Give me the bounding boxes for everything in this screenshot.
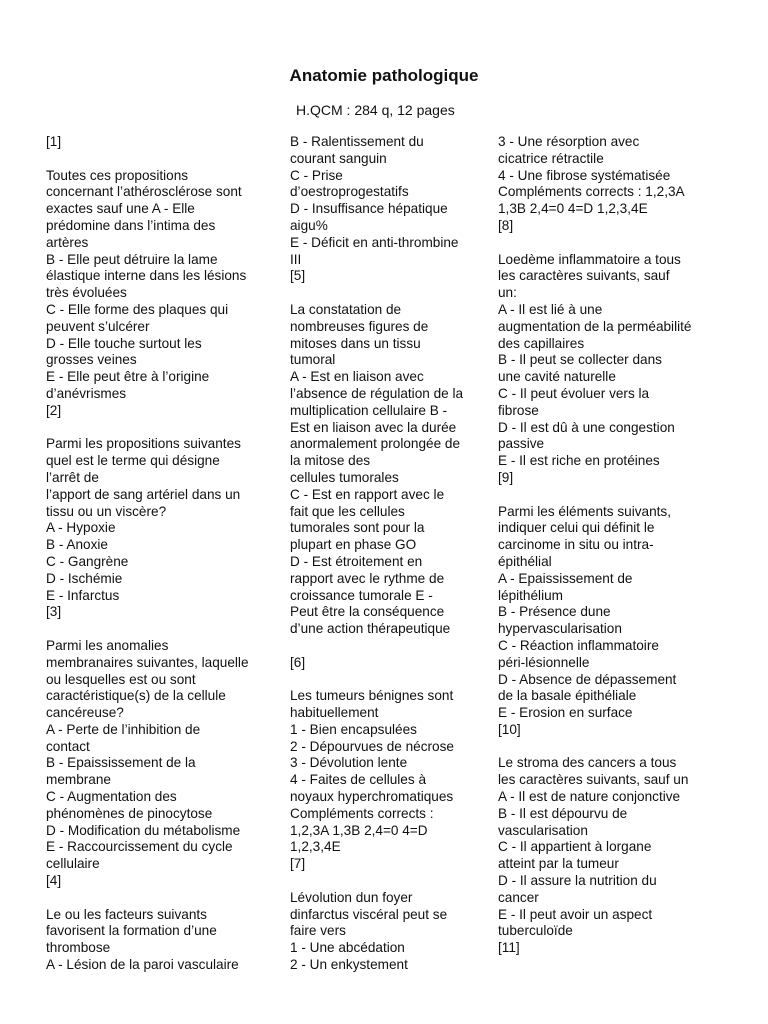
- text-line: dinfarctus viscéral peut se: [290, 906, 448, 922]
- text-line: Parmi les propositions suivantes: [46, 436, 241, 452]
- text-line: [5]: [290, 268, 306, 284]
- text-line: A - Il est lié à une: [498, 301, 603, 317]
- text-line: l’apport de sang artériel dans un: [46, 486, 241, 502]
- blank-line: [290, 638, 490, 655]
- text-line: nombreuses figures de: [290, 318, 429, 334]
- text-line: D - Modification du métabolisme: [46, 822, 241, 838]
- text-line: quel est le terme qui désigne: [46, 453, 220, 469]
- text-line: multiplication cellulaire B -: [290, 402, 448, 418]
- text-line: [11]: [498, 940, 520, 956]
- blank-line: [290, 285, 490, 302]
- text-line: tumorales sont pour la: [290, 520, 425, 536]
- blank-line: [46, 420, 274, 437]
- text-line: tumoral: [290, 352, 336, 368]
- text-line: contact: [46, 738, 90, 754]
- text-line: D - Il assure la nutrition du: [498, 873, 657, 889]
- document-title: Anatomie pathologique: [289, 66, 479, 85]
- text-line: cellulaire: [46, 856, 100, 872]
- text-line: Le ou les facteurs suivants: [46, 906, 207, 922]
- text-line: A - Perte de l’inhibition de: [46, 721, 201, 737]
- text-line: Est en liaison avec la durée: [290, 419, 457, 435]
- text-line: 2 - Un enkystement: [290, 957, 408, 973]
- text-line: 3 - Dévolution lente: [290, 755, 408, 771]
- text-line: A - Epaississement de: [498, 570, 633, 586]
- text-line: 3 - Une résorption avec: [498, 134, 640, 149]
- text-column-1: [46, 134, 274, 974]
- text-line: C - Elle forme des plaques qui: [46, 301, 229, 317]
- text-line: La constatation de: [290, 301, 402, 317]
- text-line: [2]: [46, 402, 62, 418]
- text-line: Le stroma des cancers a tous: [498, 755, 677, 771]
- text-line: 2 - Dépourvues de nécrose: [290, 738, 454, 754]
- blank-line: [290, 873, 490, 890]
- text-line: E - Infarctus: [46, 587, 120, 603]
- text-line: C - Il peut évoluer vers la: [498, 385, 650, 401]
- text-line: thrombose: [46, 940, 111, 956]
- text-line: C - Il appartient à lorgane: [498, 839, 652, 855]
- text-line: B - Anoxie: [46, 537, 108, 553]
- text-line: [6]: [290, 654, 306, 670]
- text-line: cancer: [498, 889, 539, 905]
- text-line: 1,2,3,4E: [290, 839, 341, 855]
- text-line: D - Absence de dépassement: [498, 671, 677, 687]
- text-line: Lévolution dun foyer: [290, 889, 413, 905]
- text-line: favorisent la formation d’une: [46, 923, 217, 939]
- text-line: Loedème inflammatoire a tous: [498, 251, 681, 267]
- text-line: caractéristique(s) de la cellule: [46, 688, 226, 704]
- text-line: Parmi les éléments suivants,: [498, 503, 672, 519]
- text-line: carcinome in situ ou intra-: [498, 537, 654, 553]
- text-line: habituellement: [290, 705, 379, 721]
- text-line: [3]: [46, 604, 62, 620]
- text-line: cellules tumorales: [290, 469, 399, 485]
- text-line: lépithélium: [498, 587, 563, 603]
- blank-line: [290, 672, 490, 689]
- text-line: la mitose des: [290, 453, 371, 469]
- text-line: des capillaires: [498, 335, 585, 351]
- text-line: d’anévrismes: [46, 385, 127, 401]
- text-line: péri-lésionnelle: [498, 654, 590, 670]
- text-line: grosses veines: [46, 352, 137, 368]
- text-line: exactes sauf une A - Elle: [46, 201, 195, 217]
- text-line: phénomènes de pinocytose: [46, 805, 213, 821]
- blank-line: [46, 890, 274, 907]
- text-line: vascularisation: [498, 822, 588, 838]
- text-line: E - Il est riche en protéines: [498, 453, 660, 469]
- text-line: [1]: [46, 134, 62, 149]
- text-line: 1 - Une abcédation: [290, 940, 405, 956]
- text-line: D - Insuffisance hépatique: [290, 201, 448, 217]
- text-line: l’arrêt de: [46, 469, 99, 485]
- text-line: membrane: [46, 772, 111, 788]
- text-line: hypervascularisation: [498, 621, 622, 637]
- text-line: E - Elle peut être à l’origine: [46, 369, 210, 385]
- text-line: un:: [498, 285, 517, 301]
- text-line: membranaires suivantes, laquelle: [46, 654, 249, 670]
- text-line: B - Ralentissement du: [290, 134, 424, 149]
- text-line: C - Gangrène: [46, 553, 129, 569]
- text-line: Parmi les anomalies: [46, 637, 169, 653]
- blank-line: [498, 487, 724, 504]
- text-line: [4]: [46, 873, 62, 889]
- text-line: B - Elle peut détruire la lame: [46, 251, 218, 267]
- text-line: atteint par la tumeur: [498, 856, 619, 872]
- blank-line: [46, 621, 274, 638]
- text-line: augmentation de la perméabilité: [498, 318, 692, 334]
- text-line: Compléments corrects :: [290, 805, 434, 821]
- text-line: mitoses dans un tissu: [290, 335, 421, 351]
- text-line: tuberculoïde: [498, 923, 573, 939]
- text-line: D - Ischémie: [46, 570, 123, 586]
- text-line: E - Il peut avoir un aspect: [498, 906, 653, 922]
- text-line: 1 - Bien encapsulées: [290, 721, 417, 737]
- text-line: indiquer celui qui définit le: [498, 520, 655, 536]
- text-line: aigu%: [290, 217, 328, 233]
- text-line: de la basale épithéliale: [498, 688, 637, 704]
- text-line: peuvent s’ulcérer: [46, 318, 150, 334]
- text-line: B - Il est dépourvu de: [498, 805, 628, 821]
- text-line: fibrose: [498, 402, 539, 418]
- text-line: d’oestroprogestatifs: [290, 184, 409, 200]
- text-line: A - Est en liaison avec: [290, 369, 424, 385]
- text-line: très évoluées: [46, 285, 127, 301]
- text-line: D - Est étroitement en: [290, 553, 423, 569]
- text-line: [7]: [290, 856, 306, 872]
- text-line: plupart en phase GO: [290, 537, 417, 553]
- text-line: [8]: [498, 217, 514, 233]
- text-line: ou lesquelles est ou sont: [46, 671, 196, 687]
- text-line: C - Augmentation des: [46, 789, 177, 805]
- text-line: A - Lésion de la paroi vasculaire: [46, 957, 239, 973]
- text-line: E - Raccourcissement du cycle: [46, 839, 233, 855]
- text-line: 4 - Une fibrose systématisée: [498, 167, 671, 183]
- blank-line: [498, 235, 724, 252]
- text-line: 1,3B 2,4=0 4=D 1,2,3,4E: [498, 201, 648, 217]
- text-line: rapport avec le rythme de: [290, 570, 445, 586]
- text-line: une cavité naturelle: [498, 369, 616, 385]
- text-line: B - Il peut se collecter dans: [498, 352, 662, 368]
- text-line: A - Hypoxie: [46, 520, 116, 536]
- text-line: cicatrice rétractile: [498, 150, 604, 166]
- text-line: A - Il est de nature conjonctive: [498, 789, 681, 805]
- text-line: Toutes ces propositions: [46, 167, 189, 183]
- text-line: [10]: [498, 721, 521, 737]
- text-line: D - Elle touche surtout les: [46, 335, 202, 351]
- text-line: III: [290, 251, 302, 267]
- text-column-2: [290, 134, 490, 974]
- text-line: concernant l’athérosclérose sont: [46, 184, 242, 200]
- text-line: Les tumeurs bénignes sont: [290, 688, 454, 704]
- text-line: passive: [498, 436, 545, 452]
- text-line: anormalement prolongée de: [290, 436, 461, 452]
- text-line: courant sanguin: [290, 150, 387, 166]
- text-line: 4 - Faites de cellules à: [290, 772, 427, 788]
- blank-line: [498, 739, 724, 756]
- text-line: faire vers: [290, 923, 346, 939]
- text-line: C - Prise: [290, 167, 343, 183]
- text-column-3: [498, 134, 724, 957]
- text-line: cancéreuse?: [46, 705, 124, 721]
- text-line: l’absence de régulation de la: [290, 385, 464, 401]
- text-line: 1,2,3A 1,3B 2,4=0 4=D: [290, 822, 428, 838]
- text-line: [9]: [498, 469, 514, 485]
- text-line: Peut être la conséquence: [290, 604, 445, 620]
- text-line: Compléments corrects : 1,2,3A: [498, 184, 685, 200]
- text-line: noyaux hyperchromatiques: [290, 789, 454, 805]
- blank-line: [46, 151, 274, 168]
- text-line: artères: [46, 234, 89, 250]
- text-line: les caractères suivants, sauf: [498, 268, 670, 284]
- text-line: croissance tumorale E -: [290, 587, 433, 603]
- text-line: fait que les cellules: [290, 503, 405, 519]
- text-line: D - Il est dû à une congestion: [498, 419, 675, 435]
- text-line: élastique interne dans les lésions: [46, 268, 247, 284]
- document-subtitle: H.QCM : 284 q, 12 pages: [296, 102, 455, 118]
- text-line: B - Présence dune: [498, 604, 611, 620]
- text-line: épithélial: [498, 553, 552, 569]
- text-line: d’une action thérapeutique: [290, 621, 451, 637]
- text-line: E - Déficit en anti-thrombine: [290, 234, 459, 250]
- text-line: E - Erosion en surface: [498, 705, 633, 721]
- text-line: les caractères suivants, sauf un: [498, 772, 689, 788]
- text-line: tissu ou un viscère?: [46, 503, 167, 519]
- text-line: prédomine dans l’intima des: [46, 217, 216, 233]
- text-line: C - Réaction inflammatoire: [498, 637, 659, 653]
- text-line: C - Est en rapport avec le: [290, 486, 445, 502]
- text-line: B - Epaississement de la: [46, 755, 196, 771]
